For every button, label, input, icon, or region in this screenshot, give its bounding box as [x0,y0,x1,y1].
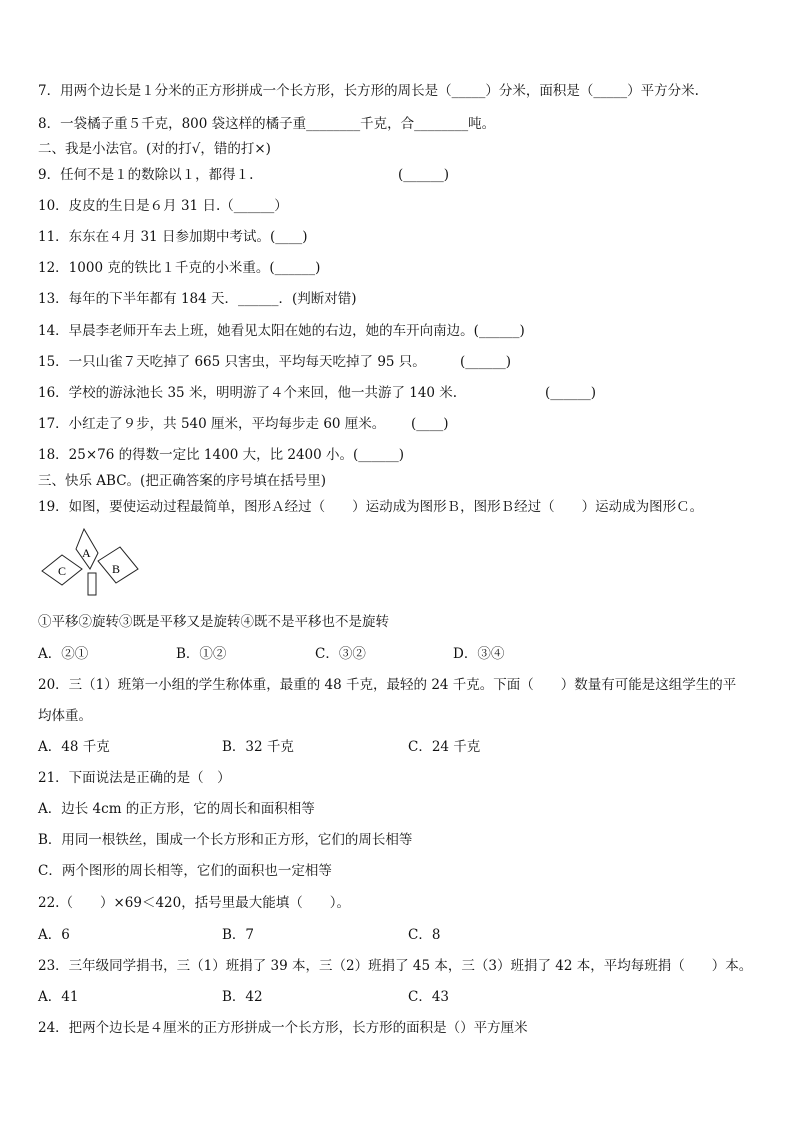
shapes-figure [38,525,148,605]
line-q12: 12．1000 克的铁比１千克的小米重。(______) [38,260,321,276]
line-q15: 15．一只山雀７天吃掉了 665 只害虫，平均每天吃掉了 95 只。 [38,354,426,370]
line-q11: 11．东东在４月 31 日参加期中考试。(____) [38,229,308,245]
q22-option-c: C．8 [408,927,441,943]
q23-option-a: A．41 [38,989,79,1005]
blank-q16: (______) [545,385,597,401]
q21-option-a: A．边长 4cm 的正方形，它的周长和面积相等 [38,801,315,817]
q19-option-d: D．③④ [453,646,505,662]
q22-option-b: B．7 [222,927,255,943]
q22-option-a: A．6 [38,927,70,943]
q23-option-b: B．42 [222,989,263,1005]
line-q22: 22.（ ）×69＜420，括号里最大能填（ ）。 [38,895,350,911]
q19-option-a: A．②① [38,646,89,662]
line-q18: 18．25×76 的得数一定比 1400 大，比 2400 小。(______) [38,447,405,463]
line-q7: 7．用两个边长是１分米的正方形拼成一个长方形，长方形的周长是（_____）分米，面积是（_____）平方分米. [38,83,699,99]
line-q9: 9．任何不是１的数除以１，都得１. [38,167,254,183]
line-q23: 23．三年级同学捐书，三（1）班捐了 39 本，三（2）班捐了 45 本，三（3）班捐了 42 本，平均每班捐（ ）本。 [38,958,753,974]
line-q24: 24．把两个边长是４厘米的正方形拼成一个长方形，长方形的面积是（）平方厘米 [38,1020,528,1036]
stem-rect [88,573,96,595]
label-a: A [82,546,91,560]
q19-option-c: C．③② [315,646,366,662]
q20-option-c: C．24 千克 [408,739,481,755]
line-q10: 10．皮皮的生日是６月 31 日.（______） [38,198,288,214]
blank-q15: (______) [460,354,512,370]
line-q20-a: 20．三（1）班第一小组的学生称体重，最重的 48 千克，最轻的 24 千克。下面（ ）数量有可能是这组学生的平 [38,677,737,693]
q19-option-b: B．①② [176,646,227,662]
label-b: B [112,562,121,576]
shapes-diagram [38,525,148,605]
q23-option-c: C．43 [408,989,450,1005]
section-2-heading: 二、我是小法官。(对的打√，错的打×) [38,141,271,157]
line-q19: 19．如图，要使运动过程最简单，图形Ａ经过（ ）运动成为图形Ｂ，图形Ｂ经过（ ）运动成为图形Ｃ。 [38,499,704,515]
line-q17: 17．小红走了９步，共 540 厘米，平均每步走 60 厘米。 [38,416,386,432]
line-q13: 13．每年的下半年都有 184 天．______．(判断对错) [38,291,357,307]
q20-option-a: A．48 千克 [38,739,110,755]
line-q16: 16．学校的游泳池长 35 米，明明游了４个来回，他一共游了 140 米. [38,385,458,401]
blank-q9: (______) [398,167,450,183]
q19-legend: ①平移②旋转③既是平移又是旋转④既不是平移也不是旋转 [38,614,389,630]
q20-option-b: B．32 千克 [222,739,294,755]
section-3-heading: 三、快乐 ABC。(把正确答案的序号填在括号里) [38,473,327,489]
q21-option-c: C．两个图形的周长相等，它们的面积也一定相等 [38,863,332,879]
label-c: C [58,564,67,578]
line-q14: 14．早晨李老师开车去上班，她看见太阳在她的右边，她的车开向南边。(______) [38,323,525,339]
q21-option-b: B．用同一根铁丝，围成一个长方形和正方形，它们的周长相等 [38,832,413,848]
blank-q17: (____) [411,416,449,432]
line-q21: 21．下面说法是正确的是（ ） [38,770,231,786]
line-q20-b: 均体重。 [38,708,92,724]
line-q8: 8．一袋橘子重５千克，800 袋这样的橘子重________千克，合________吨。 [38,116,496,132]
